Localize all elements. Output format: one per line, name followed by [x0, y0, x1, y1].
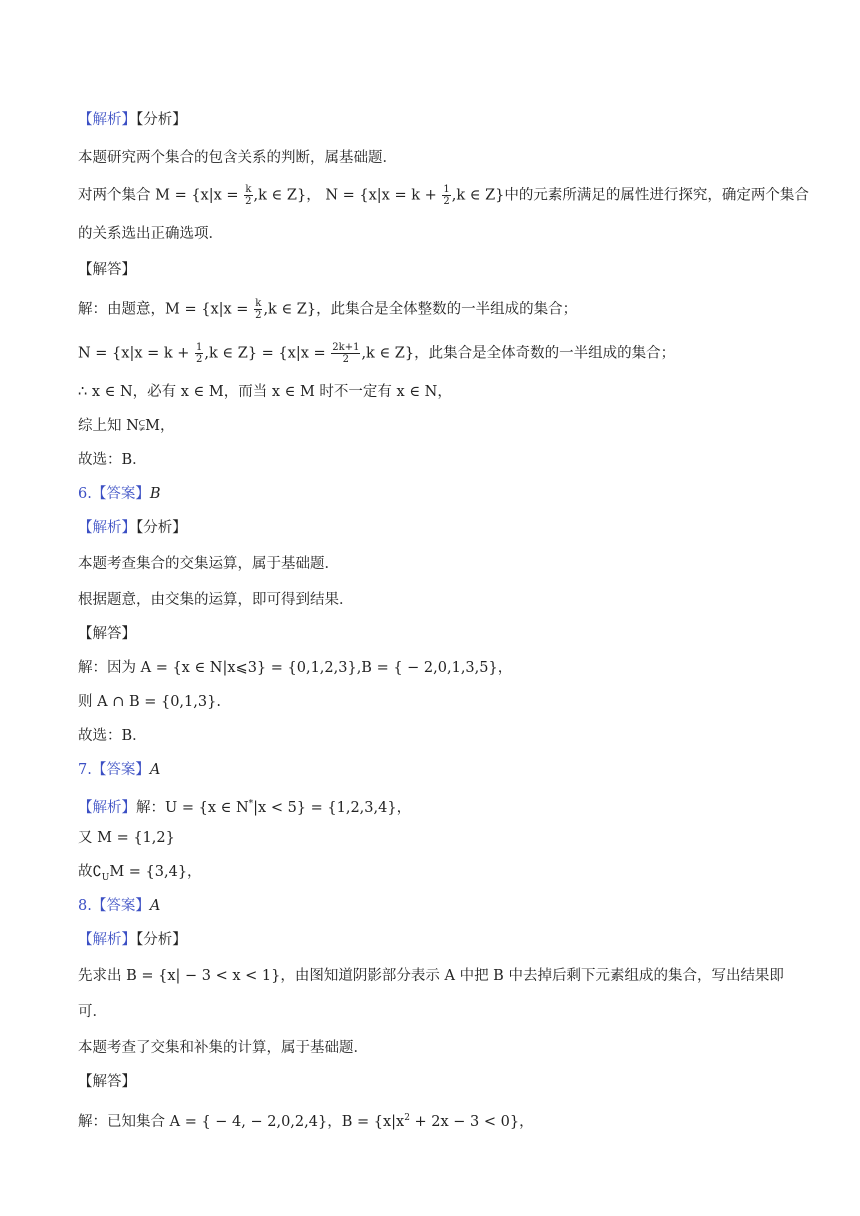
text: 解：U = {x ∈ N: [136, 799, 249, 816]
math-text: N = {x|x = k +: [325, 187, 442, 204]
answer-heading: 【解答】: [78, 626, 136, 642]
text: 中的元素所满足的属性进行探究，确定两个集合: [504, 187, 809, 204]
fenxi-tag: 【分析】: [136, 520, 187, 536]
text-line: 本题考查集合的交集运算，属于基础题．: [78, 556, 339, 572]
solution-line: [78, 1108, 534, 1132]
math-text: M = {x|x =: [165, 301, 254, 318]
solution-line: [78, 298, 577, 321]
analysis-line-2: 的关系选出正确选项．: [78, 226, 223, 242]
math-text: N = {x|x = k +: [78, 345, 195, 362]
answer-value: A: [149, 898, 161, 914]
answer-heading-7: [78, 760, 160, 780]
frac-num: k: [255, 298, 262, 309]
solution-line: 则 A ∩ B = {0,1,3}.: [78, 694, 221, 710]
text: ，此集合是全体奇数的一半组成的集合；: [414, 345, 676, 362]
math-text: ,k ∈ Z}: [451, 187, 505, 204]
math-text: M = {x|x =: [155, 187, 244, 204]
superscript: 2: [404, 1113, 410, 1123]
fraction: [244, 184, 252, 207]
solution-line: 又 M = {1,2}: [78, 830, 175, 846]
analysis-tag: 【解析】: [78, 112, 136, 128]
solution-line: [78, 342, 675, 365]
frac-den: 2: [342, 354, 350, 365]
frac-num: 1: [196, 342, 203, 353]
fraction: [195, 342, 203, 365]
analysis-line: [78, 184, 809, 207]
analysis-tag: 【解析】: [78, 799, 136, 816]
analysis-heading-5: [78, 110, 187, 130]
fraction: [331, 342, 360, 365]
text: ，此集合是全体整数的一半组成的集合；: [316, 301, 578, 318]
answer-heading: 【解答】: [78, 262, 136, 278]
answer-label: 8.【答案】: [78, 898, 150, 914]
text: 对两个集合: [78, 187, 151, 204]
text-line: 先求出 B = {x| − 3 < x < 1}，由图知道阴影部分表示 A 中把 B 中去掉后剩下元素组成的集合，写出结果即: [78, 968, 784, 984]
answer-value: B: [149, 486, 161, 502]
text: M = {3,4}，: [109, 864, 202, 880]
text-line: 本题考查了交集和补集的计算，属于基础题．: [78, 1040, 368, 1056]
text-line: 可．: [78, 1004, 107, 1020]
superscript: *: [248, 799, 254, 809]
fenxi-tag: 【分析】: [136, 112, 187, 128]
answer-label: 7.【答案】: [78, 762, 150, 778]
math-text: ,k ∈ Z} = {x|x =: [204, 345, 331, 362]
solution-line: 解：因为 A = {x ∈ N|x⩽3} = {0,1,2,3},B = { − 2,0,1,3,5}，: [78, 660, 513, 676]
fraction: [442, 184, 450, 207]
text-line: 根据题意，由交集的运算，即可得到结果．: [78, 592, 354, 608]
text: |x < 5} = {1,2,3,4}，: [253, 799, 412, 816]
fraction: [254, 298, 262, 321]
fenxi-tag: 【分析】: [136, 932, 187, 948]
solution-line: 综上知 N⫋M，: [78, 418, 175, 434]
text: + 2x − 3 < 0}，: [409, 1113, 534, 1130]
answer-label: 6.【答案】: [78, 486, 150, 502]
answer-heading-6: [78, 484, 161, 504]
frac-den: 2: [245, 196, 252, 207]
analysis-tag: 【解析】: [78, 932, 136, 948]
subscript: U: [101, 872, 110, 883]
text: 解：已知集合 A = { − 4, − 2,0,2,4}，B = {x|x: [78, 1113, 405, 1130]
analysis-tag: 【解析】: [78, 520, 136, 536]
solution-line: [78, 794, 411, 818]
frac-den: 2: [255, 310, 262, 321]
frac-num: k: [245, 184, 252, 195]
analysis-heading-8: [78, 930, 187, 950]
answer-heading-8: [78, 896, 160, 916]
frac-den: 2: [443, 196, 450, 207]
solution-line: ∴ x ∈ N，必有 x ∈ M，而当 x ∈ M 时不一定有 x ∈ N，: [78, 384, 452, 400]
choice-line: 故选：B．: [78, 728, 147, 744]
answer-value: A: [149, 762, 161, 778]
math-text: ,k ∈ Z}: [361, 345, 415, 362]
text: 解：由题意，: [78, 301, 165, 318]
analysis-heading-6: [78, 518, 187, 538]
frac-den: 2: [196, 354, 203, 365]
choice-line: 故选：B．: [78, 452, 147, 468]
solution-line: [78, 862, 202, 888]
frac-num: 1: [443, 184, 450, 195]
text: 故∁: [78, 864, 102, 880]
math-text: ,k ∈ Z}，: [253, 187, 321, 204]
frac-num: 2k+1: [332, 342, 360, 353]
math-text: ,k ∈ Z}: [263, 301, 317, 318]
intro-line: 本题研究两个集合的包含关系的判断，属基础题．: [78, 150, 397, 166]
answer-heading: 【解答】: [78, 1074, 136, 1090]
